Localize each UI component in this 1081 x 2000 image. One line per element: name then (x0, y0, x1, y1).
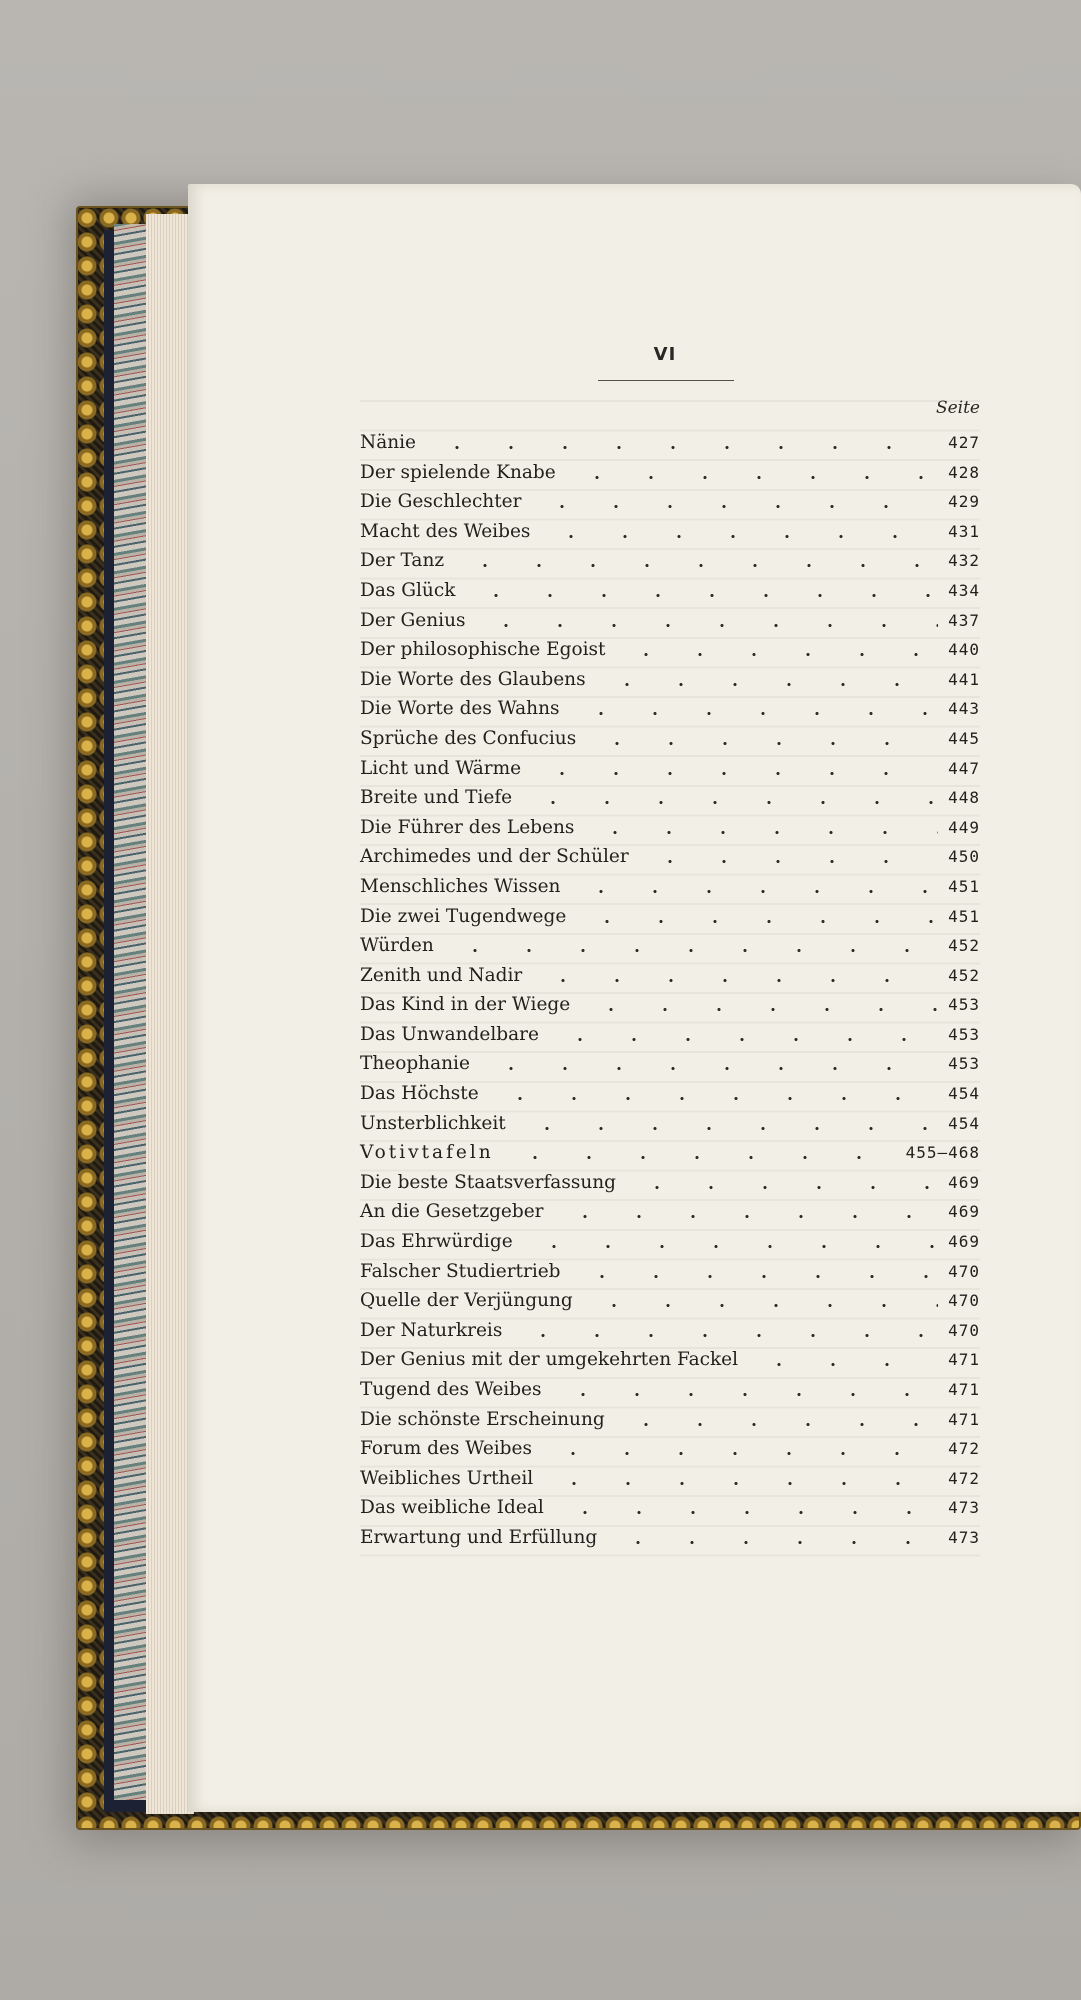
page-stack-edge (146, 214, 194, 1814)
toc-entry-page: 427 (948, 433, 980, 452)
dot-leader (643, 860, 938, 863)
column-header: Seite (935, 398, 980, 418)
toc-entry-title: Das Kind in der Wiege (360, 994, 571, 1016)
dot-leader (575, 1275, 938, 1278)
dot-leader (547, 1482, 938, 1485)
dot-leader (600, 683, 938, 686)
toc-entry-title: Der Naturkreis (360, 1319, 503, 1341)
dot-leader (558, 1215, 938, 1218)
toc-entry-title: Archimedes und der Schüler (360, 846, 629, 868)
toc-entry-title: Die Worte des Wahns (360, 698, 560, 720)
dot-leader (508, 1156, 896, 1159)
toc-entry (360, 694, 980, 724)
toc-entry-page: 432 (948, 551, 980, 571)
dot-leader (553, 1038, 938, 1041)
dot-leader (430, 446, 938, 449)
toc-entry-title: Das Unwandelbare (360, 1023, 539, 1045)
dot-leader (484, 1067, 938, 1070)
toc-entry-page: 431 (948, 521, 980, 541)
toc-entry-page: 472 (948, 1468, 980, 1488)
toc-entry (360, 724, 980, 754)
dot-leader (588, 831, 938, 834)
toc-entry-page: 452 (948, 965, 980, 985)
dot-leader (458, 564, 938, 567)
toc-entry-page: 440 (948, 640, 980, 660)
dot-leader (630, 1186, 938, 1189)
toc-entry (360, 961, 980, 991)
toc-entry-page: 471 (948, 1380, 980, 1399)
dot-leader (493, 1097, 938, 1100)
toc-entry-page: 443 (948, 699, 980, 719)
toc-entry-page: 470 (948, 1291, 980, 1311)
toc-entry (360, 606, 980, 636)
dot-leader (619, 653, 938, 656)
toc-entry-page: 469 (948, 1172, 980, 1192)
toc-entry-page: 437 (948, 610, 980, 630)
toc-entry-title: Das Ehrwürdige (360, 1231, 513, 1253)
table-of-contents (360, 428, 980, 1553)
dot-leader (570, 476, 938, 479)
toc-entry-page: 473 (948, 1527, 980, 1547)
dot-leader (536, 979, 938, 982)
toc-entry-page: 450 (948, 847, 980, 867)
toc-entry-page: 448 (948, 788, 980, 808)
toc-entry (360, 1079, 980, 1109)
toc-entry-title: Erwartung und Erfüllung (360, 1526, 598, 1548)
toc-entry-title: Das weibliche Ideal (360, 1497, 544, 1519)
toc-entry (360, 872, 980, 902)
toc-entry (360, 1316, 980, 1346)
toc-entry-title: Breite und Tiefe (360, 787, 513, 809)
toc-entry (360, 546, 980, 576)
toc-entry-title: Votivtafeln (360, 1142, 494, 1164)
toc-entry (360, 1109, 980, 1139)
toc-entry (360, 1020, 980, 1050)
toc-entry-page: 469 (948, 1202, 980, 1222)
dot-leader (448, 949, 938, 952)
toc-entry-title: Die schönste Erscheinung (360, 1408, 605, 1430)
toc-entry (360, 458, 980, 488)
toc-entry (360, 1138, 980, 1168)
toc-entry-page: 473 (948, 1498, 980, 1518)
toc-entry (360, 1493, 980, 1523)
toc-entry-title: Der Tanz (360, 550, 445, 572)
toc-entry-title: Das Höchste (360, 1083, 479, 1105)
toc-entry (360, 1168, 980, 1198)
dot-leader (535, 505, 938, 508)
toc-entry-title: Macht des Weibes (360, 520, 531, 542)
heading-rule (598, 380, 734, 381)
toc-entry-title: Sprüche des Confucius (360, 727, 577, 749)
toc-entry-page: 453 (948, 995, 980, 1015)
page-number-heading: VI (653, 344, 677, 365)
toc-entry-title: Die zwei Tugendwege (360, 905, 567, 927)
toc-entry-title: Die Worte des Glaubens (360, 668, 586, 690)
toc-entry (360, 902, 980, 932)
toc-entry-title: Der spielende Knabe (360, 461, 556, 483)
toc-entry-title: Würden (360, 935, 434, 957)
toc-entry (360, 1345, 980, 1375)
toc-entry (360, 990, 980, 1020)
toc-entry-title: Zenith und Nadir (360, 964, 523, 986)
dot-leader (558, 1511, 938, 1514)
toc-entry-title: Der Genius (360, 609, 466, 631)
dot-leader (520, 1127, 938, 1130)
toc-entry-page: 449 (948, 817, 980, 837)
toc-entry-title: Der philosophische Egoist (360, 639, 606, 661)
toc-entry-title: Menschliches Wissen (360, 875, 561, 897)
toc-entry-page: 441 (948, 669, 980, 689)
toc-entry (360, 1375, 980, 1405)
toc-entry-page: 434 (948, 580, 980, 600)
dot-leader (546, 1452, 938, 1455)
toc-entry-title: Quelle der Verjüngung (360, 1290, 573, 1312)
toc-entry-title: Die Geschlechter (360, 491, 522, 513)
dot-leader (527, 1245, 938, 1248)
toc-entry (360, 842, 980, 872)
toc-entry-title: An die Gesetzgeber (360, 1201, 544, 1223)
dot-leader (574, 890, 938, 893)
toc-entry-title: Unsterblichkeit (360, 1112, 506, 1134)
dot-leader (535, 772, 938, 775)
toc-entry-page: 447 (948, 758, 980, 778)
toc-entry (360, 1197, 980, 1227)
dot-leader (587, 1304, 938, 1307)
toc-entry-page: 428 (948, 462, 980, 482)
toc-entry (360, 1464, 980, 1494)
toc-entry (360, 1523, 980, 1553)
toc-entry-title: Nänie (360, 432, 416, 453)
toc-entry-page: 470 (948, 1320, 980, 1340)
dot-leader (580, 920, 938, 923)
dot-leader (590, 742, 938, 745)
toc-entry (360, 754, 980, 784)
toc-entry-title: Theophanie (360, 1053, 470, 1075)
dot-leader (516, 1334, 938, 1337)
toc-entry (360, 665, 980, 695)
toc-entry (360, 1286, 980, 1316)
dot-leader (752, 1363, 938, 1366)
toc-entry (360, 1405, 980, 1435)
toc-entry-page: 429 (948, 492, 980, 512)
toc-entry-title: Forum des Weibes (360, 1438, 532, 1460)
toc-entry (360, 1049, 980, 1079)
dot-leader (479, 624, 938, 627)
toc-entry (360, 517, 980, 547)
toc-entry-page: 454 (948, 1113, 980, 1133)
toc-entry (360, 813, 980, 843)
dot-leader (526, 801, 938, 804)
dot-leader (556, 1393, 938, 1396)
dot-leader (619, 1423, 938, 1426)
dot-leader (469, 594, 938, 597)
toc-entry-page: 470 (948, 1261, 980, 1281)
toc-entry-title: Falscher Studiertrieb (360, 1260, 561, 1282)
toc-entry-page: 471 (948, 1409, 980, 1429)
toc-entry-page: 445 (948, 728, 980, 748)
toc-entry-title: Tugend des Weibes (360, 1379, 542, 1400)
toc-entry-title: Weibliches Urtheil (360, 1467, 534, 1489)
toc-entry-title: Die Führer des Lebens (360, 816, 575, 838)
toc-entry-page: 451 (948, 876, 980, 896)
toc-entry (360, 487, 980, 517)
toc-entry-page: 453 (948, 1024, 980, 1044)
toc-entry-page: 469 (948, 1232, 980, 1252)
toc-entry-page: 471 (948, 1350, 980, 1370)
toc-entry (360, 1257, 980, 1287)
toc-entry-title: Der Genius mit der umgekehrten Fackel (360, 1349, 739, 1371)
toc-entry (360, 1434, 980, 1464)
toc-entry-page: 453 (948, 1054, 980, 1074)
dot-leader (611, 1541, 938, 1544)
toc-entry-title: Das Glück (360, 579, 456, 601)
dot-leader (544, 535, 938, 538)
toc-entry-page: 472 (948, 1439, 980, 1459)
toc-entry (360, 576, 980, 606)
toc-entry-page: 455—468 (905, 1143, 980, 1163)
toc-entry-page: 454 (948, 1084, 980, 1104)
toc-entry (360, 783, 980, 813)
dot-leader (574, 712, 938, 715)
dot-leader (584, 1008, 938, 1011)
toc-entry (360, 931, 980, 961)
toc-entry-title: Licht und Wärme (360, 757, 522, 779)
toc-entry-page: 452 (948, 936, 980, 956)
toc-entry-title: Die beste Staatsverfassung (360, 1171, 617, 1193)
toc-entry-page: 451 (948, 906, 980, 926)
toc-entry (360, 428, 980, 458)
toc-entry (360, 1227, 980, 1257)
toc-entry (360, 635, 980, 665)
